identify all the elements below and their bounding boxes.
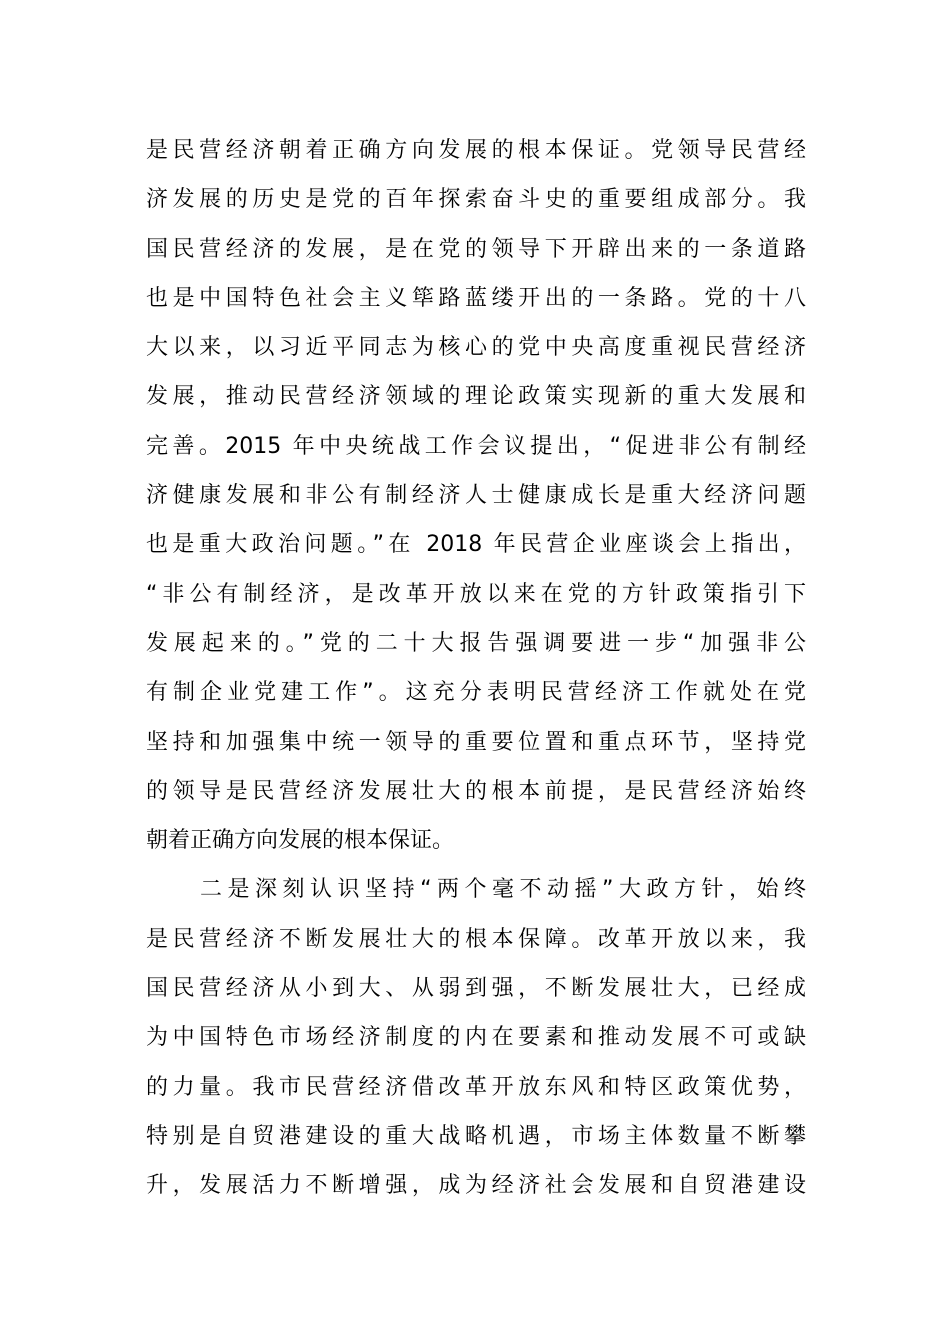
text-line: 特别是自贸港建设的重大战略机遇，市场主体数量不断攀 <box>146 1123 806 1149</box>
text-line: 也是重大政治问题。”在 2018 年民营企业座谈会上指出， <box>146 532 806 558</box>
text-line: 为中国特色市场经济制度的内在要素和推动发展不可或缺 <box>146 1025 806 1051</box>
text-line: 的领导是民营经济发展壮大的根本前提，是民营经济始终 <box>146 778 806 804</box>
text-line: 济健康发展和非公有制经济人士健康成长是重大经济问题 <box>146 483 806 509</box>
text-line: 发展起来的。”党的二十大报告强调要进一步“加强非公 <box>146 630 806 656</box>
text-line: 是民营经济朝着正确方向发展的根本保证。党领导民营经 <box>146 138 806 163</box>
text-line: 完善。2015 年中央统战工作会议提出，“促进非公有制经 <box>146 433 806 459</box>
text-line: “非公有制经济，是改革开放以来在党的方针政策指引下 <box>146 581 806 607</box>
text-line: 国民营经济从小到大、从弱到强，不断发展壮大，已经成 <box>146 976 806 1002</box>
body-text <box>146 126 806 1211</box>
text-line: 是民营经济不断发展壮大的根本保障。改革开放以来，我 <box>146 926 806 952</box>
text-line: 国民营经济的发展，是在党的领导下开辟出来的一条道路 <box>146 236 806 262</box>
text-line: 发展，推动民营经济领域的理论政策实现新的重大发展和 <box>146 384 806 410</box>
text-line: 的力量。我市民营经济借改革开放东风和特区政策优势， <box>146 1074 806 1100</box>
text-line: 朝着正确方向发展的根本保证。 <box>146 828 455 854</box>
text-line: 坚持和加强集中统一领导的重要位置和重点环节，坚持党 <box>146 729 806 755</box>
text-line: 升，发展活力不断增强，成为经济社会发展和自贸港建设 <box>146 1173 806 1199</box>
text-line: 也是中国特色社会主义筚路蓝缕开出的一条路。党的十八 <box>146 285 806 311</box>
paragraph-first-line: 二是深刻认识坚持“两个毫不动摇”大政方针，始终 <box>200 877 806 903</box>
text-line: 济发展的历史是党的百年探索奋斗史的重要组成部分。我 <box>146 187 806 213</box>
text-line: 有制企业党建工作”。这充分表明民营经济工作就处在党 <box>146 680 806 706</box>
text-line: 大以来，以习近平同志为核心的党中央高度重视民营经济 <box>146 335 806 361</box>
